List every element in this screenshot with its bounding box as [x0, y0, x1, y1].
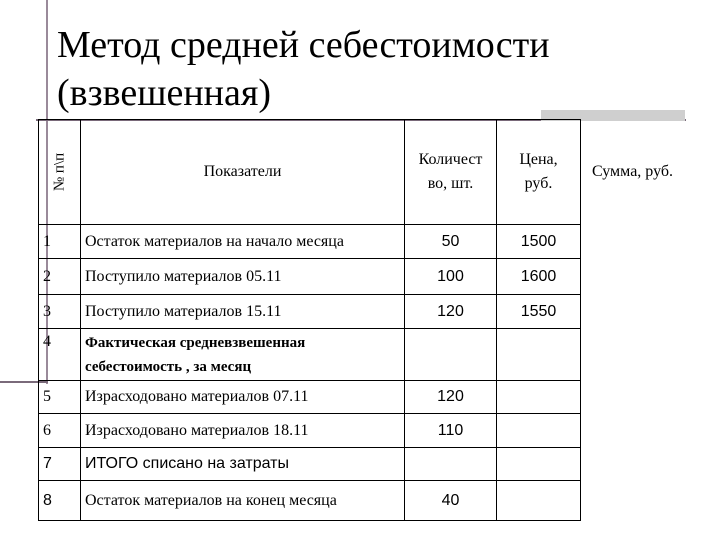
row-num: 8 — [39, 481, 81, 521]
row-sum — [581, 481, 685, 521]
row-price — [497, 448, 581, 481]
row-label: Фактическая средневзвешенная себестоимость , за месяц — [81, 329, 405, 381]
row-label: Израсходовано материалов 07.11 — [81, 381, 405, 414]
row-price: 1550 — [497, 295, 581, 329]
row-num: 7 — [39, 448, 81, 481]
row-price — [497, 381, 581, 414]
table-row — [39, 481, 685, 521]
row-price — [497, 481, 581, 521]
row-qty: 120 — [405, 381, 497, 414]
row-label: Остаток материалов на конец месяца — [81, 481, 405, 521]
header-indicators: Показатели — [81, 120, 405, 225]
row-sum — [581, 259, 685, 295]
row-num: 5 — [39, 381, 81, 414]
row-qty: 120 — [405, 295, 497, 329]
header-num-cell — [39, 120, 81, 225]
table-row — [39, 381, 685, 414]
row-label: Поступило материалов 15.11 — [81, 295, 405, 329]
page-title-line1: Метод средней себестоимости — [57, 24, 550, 66]
row-num: 3 — [39, 295, 81, 329]
table-row — [39, 295, 685, 329]
row-qty: 110 — [405, 414, 497, 448]
header-price: Цена, руб. — [497, 120, 581, 225]
row-qty — [405, 329, 497, 381]
table-row — [39, 414, 685, 448]
row-num: 2 — [39, 259, 81, 295]
row-qty — [405, 448, 497, 481]
row-sum — [581, 448, 685, 481]
table-row — [39, 329, 685, 381]
table-row — [39, 225, 685, 259]
row-qty: 100 — [405, 259, 497, 295]
row-num: 6 — [39, 414, 81, 448]
row-price — [497, 329, 581, 381]
table-row — [39, 259, 685, 295]
row-sum — [581, 329, 685, 381]
row-price — [497, 414, 581, 448]
row-label: Израсходовано материалов 18.11 — [81, 414, 405, 448]
row-sum — [581, 225, 685, 259]
row-label: ИТОГО списано на затраты — [81, 448, 405, 481]
row-label: Поступило материалов 05.11 — [81, 259, 405, 295]
weighted-cost-table — [38, 119, 685, 521]
row-label: Остаток материалов на начало месяца — [81, 225, 405, 259]
row-qty: 40 — [405, 481, 497, 521]
row-sum — [581, 414, 685, 448]
row-num: 1 — [39, 225, 81, 259]
row-price: 1500 — [497, 225, 581, 259]
header-sum: Сумма, руб. — [591, 163, 674, 180]
row-price: 1600 — [497, 259, 581, 295]
header-num: № п\п — [51, 152, 67, 192]
row-num: 4 — [39, 329, 81, 381]
header-quantity: Количест во, шт. — [405, 120, 497, 225]
row-qty: 50 — [405, 225, 497, 259]
table-header-row — [39, 120, 685, 225]
row-sum — [581, 295, 685, 329]
table-row — [39, 448, 685, 481]
row-sum — [581, 381, 685, 414]
page-title-line2: (взвешенная) — [57, 72, 271, 114]
